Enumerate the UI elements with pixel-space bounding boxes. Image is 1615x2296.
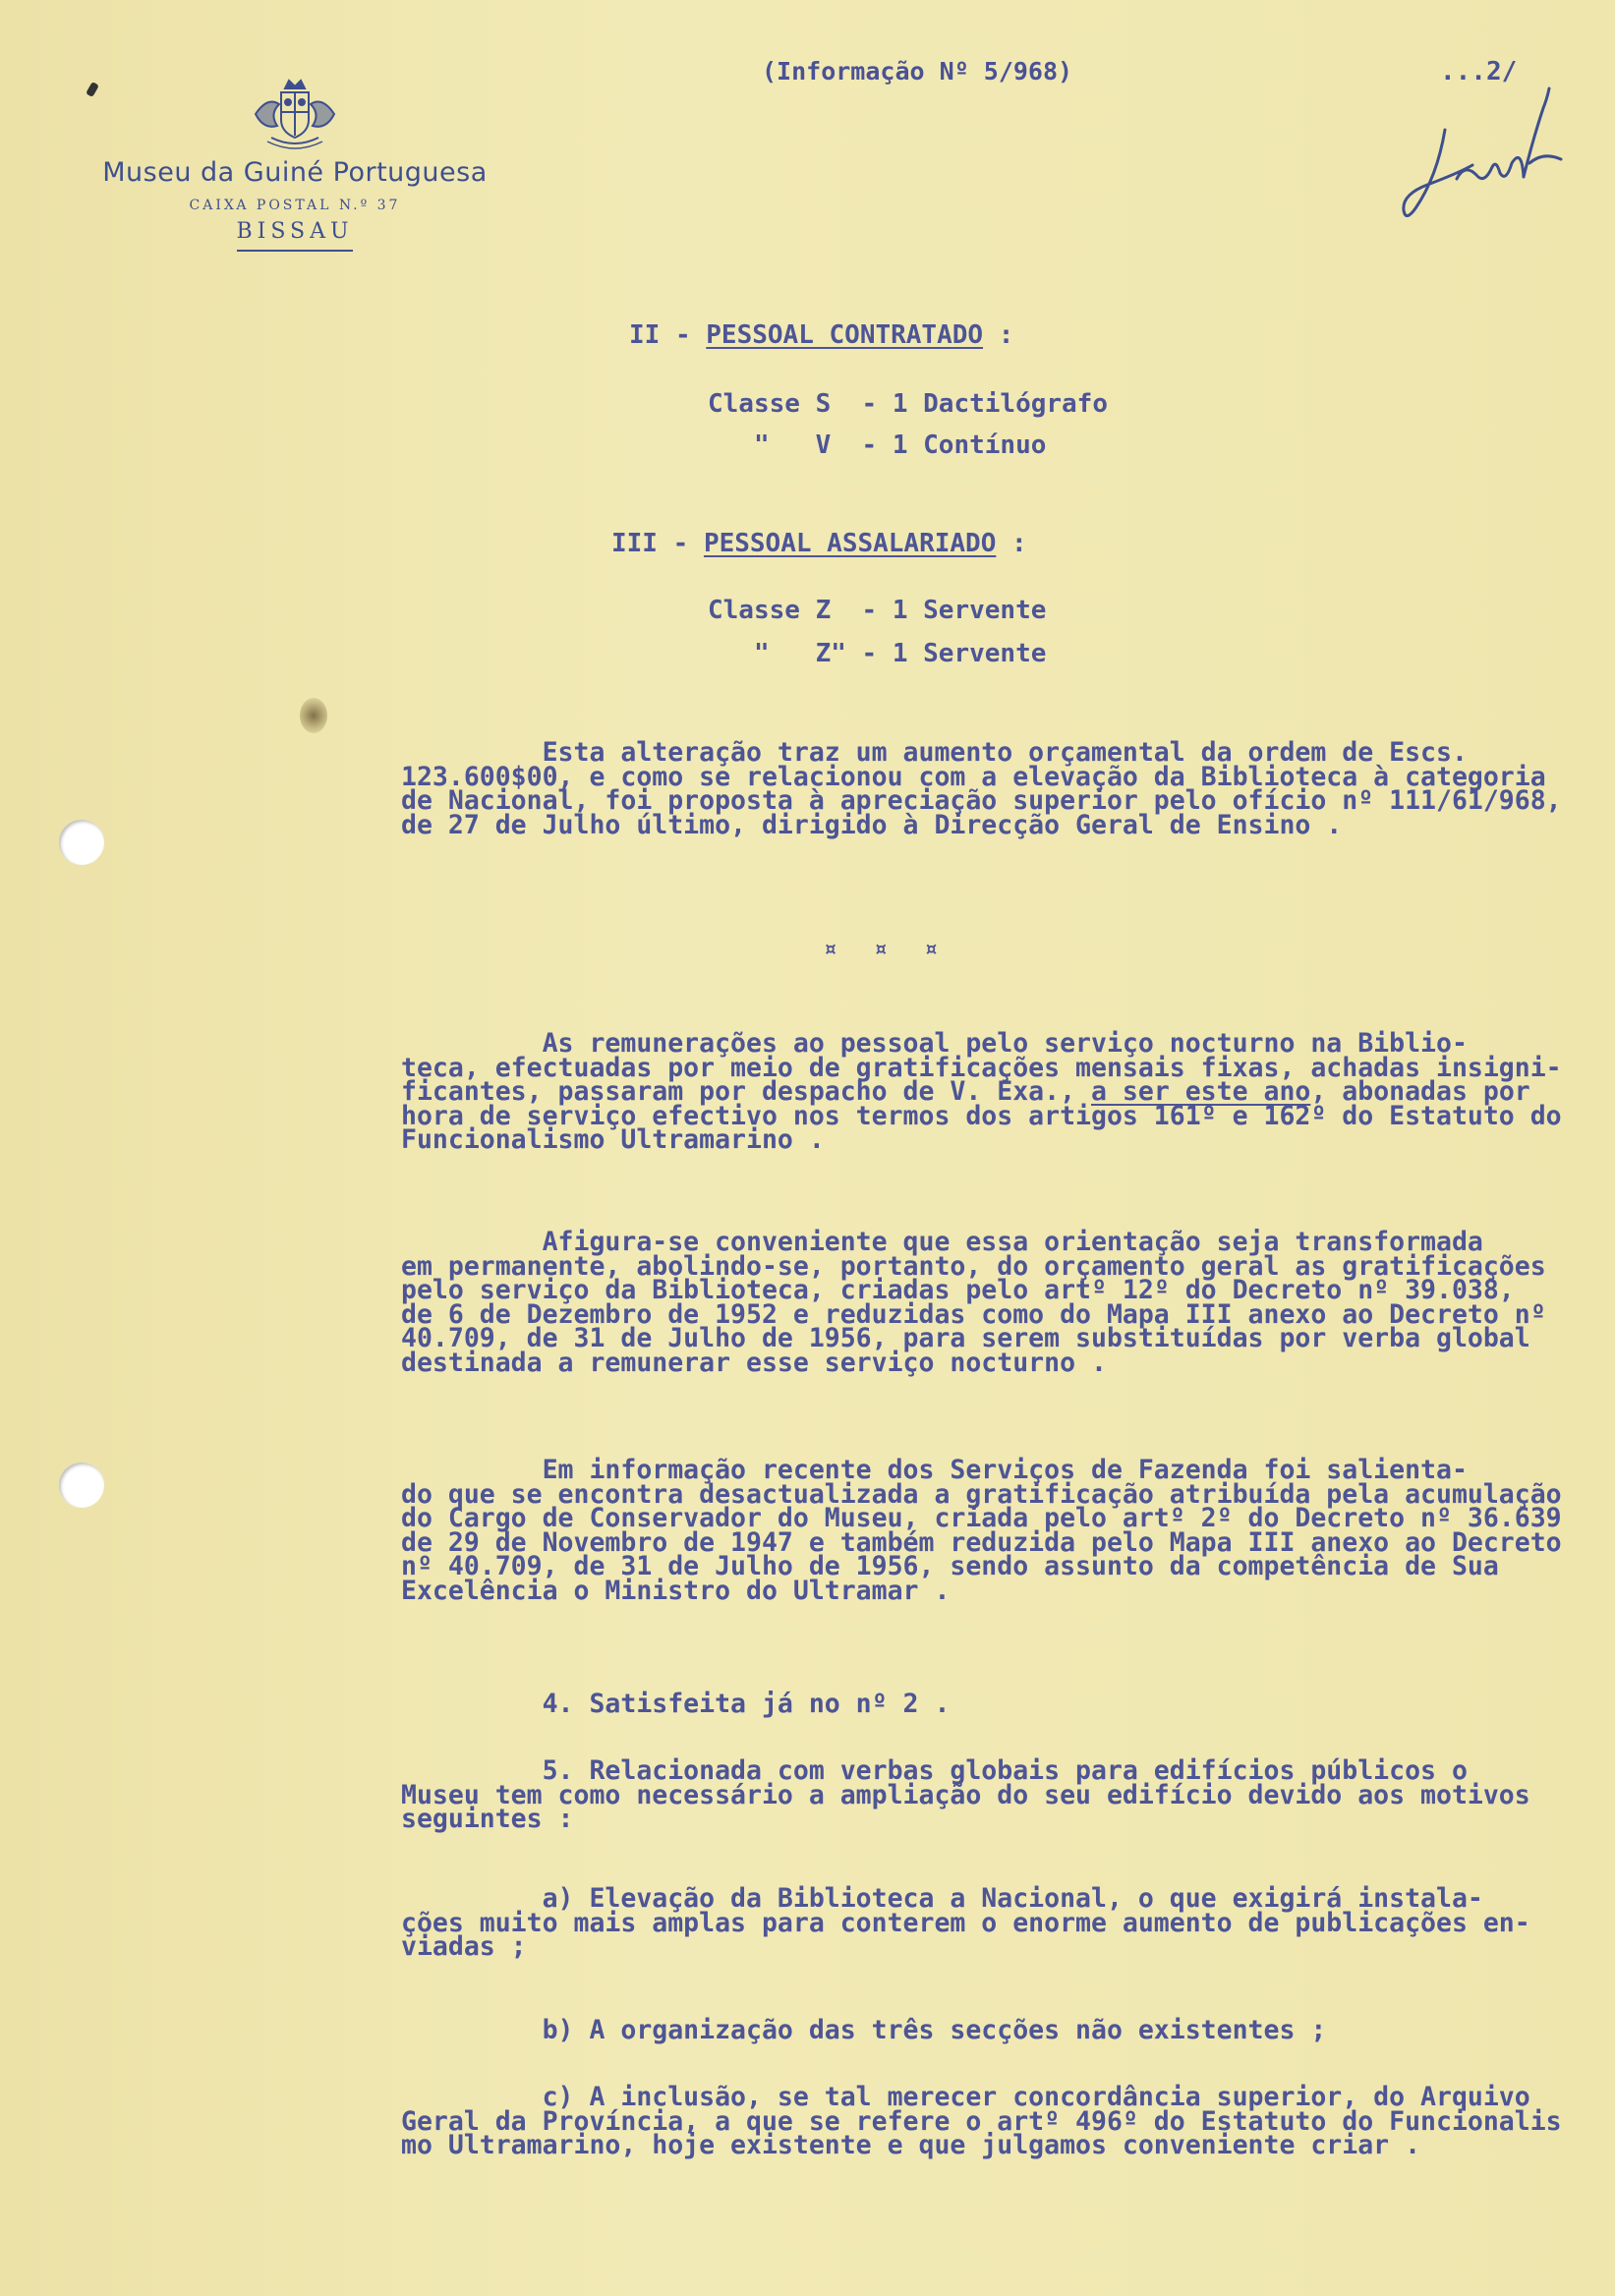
item-a: a) Elevação da Biblioteca a Nacional, o que exigirá instala- ções muito mais amplas para conterem o enorme aumento de publicações en- viadas ; xyxy=(401,1883,1530,1962)
paragraph-budget-increase: Esta alteração traz um aumento orçamental da ordem de Escs. 123.600$00, e como se relacionou com a elevação da Biblioteca à categoria de Nacional, foi proposta à apreciação superior pelo ofício nº 111/61/968, de 27 de Julho último, dirigido à Direcção Geral de Ensino . xyxy=(401,737,1562,840)
section-3-title: PESSOAL ASSALARIADO xyxy=(703,529,997,558)
page-number: ...2/ xyxy=(1440,57,1518,86)
punch-hole-top xyxy=(59,820,104,865)
section-2-heading xyxy=(629,322,1013,348)
underlined-phrase: a ser este ano xyxy=(1091,1076,1311,1107)
section-3-number: III - xyxy=(611,529,689,558)
section-2-number: II - xyxy=(629,320,691,350)
handwritten-signature xyxy=(1386,69,1573,236)
coat-of-arms-icon xyxy=(248,75,342,153)
paragraph-night-service xyxy=(401,1028,1562,1155)
paragraph-night-service-text-end: , abonadas por hora de serviço efectivo nos termos dos artigos 161º e 162º do Estatuto do Funcionalismo Ultramarino . xyxy=(401,1076,1562,1155)
item-b: b) A organização das três secções não existentes ; xyxy=(401,2015,1327,2045)
item-c: c) A inclusão, se tal merecer concordância superior, do Arquivo Geral da Província, a que se refere o artº 496º do Estatuto do Funcionalis mo Ultramarino, hoje existente e que julgamos conveniente criar . xyxy=(401,2082,1562,2160)
section-2-colon: : xyxy=(983,320,1014,350)
section-2-title: PESSOAL CONTRATADO xyxy=(706,320,984,350)
section-3-colon: : xyxy=(996,529,1027,558)
section-3-line: " Z" - 1 Servente xyxy=(708,639,1047,668)
section-3-heading xyxy=(611,531,1027,556)
section-2-line: " V - 1 Contínuo xyxy=(708,430,1047,460)
postal-box: CAIXA POSTAL N.º 37 xyxy=(189,198,401,213)
item-4: 4. Satisfeita já no nº 2 . xyxy=(401,1689,951,1719)
item-5: 5. Relacionada com verbas globais para edifícios públicos o Museu tem como necessário a ampliação do seu edifício devido aos motivos seguintes : xyxy=(401,1755,1530,1834)
museum-name: Museu da Guiné Portuguesa xyxy=(102,157,488,188)
paragraph-night-service-text: As remunerações ao pessoal pelo serviço nocturno na Biblio- teca, efectuadas por meio de gratificações mensais fixas, achadas insigni- ficantes, passaram por despacho de V. Exa., xyxy=(401,1028,1562,1107)
city-name: BISSAU xyxy=(236,219,354,244)
letterhead xyxy=(79,75,511,252)
document-reference: (Informação Nº 5/968) xyxy=(762,57,1073,86)
punch-hole-bottom xyxy=(59,1463,104,1508)
ink-stain xyxy=(300,698,327,733)
paragraph-permanent-orientation: Afigura-se conveniente que essa orientação seja transformada em permanente, abolindo-se, portanto, do orçamento geral as gratificações pelo serviço da Biblioteca, criadas pelo artº 12º do Decreto nº 39.038, de 6 de Dezembro de 1952 e reduzidas como do Mapa III anexo ao Decreto nº 40.709, de 31 de Julho de 1956, para serem substituídas por verba global destinada a remunerar esse serviço nocturno . xyxy=(401,1227,1546,1378)
paragraph-finance-services: Em informação recente dos Serviços de Fazenda foi salienta- do que se encontra desactualizada a gratificação atribuída pela acumulação do Cargo de Conservador do Museu, criada pelo artº 2º do Decreto nº 36.639 de 29 de Novembro de 1947 e também reduzida pelo Mapa III anexo ao Decreto nº 40.709, de 31 de Julho de 1956, sendo assunto da competência de Sua Excelência o Ministro do Ultramar . xyxy=(401,1455,1562,1606)
section-separator: ¤¤¤ xyxy=(824,938,975,962)
letterhead-divider xyxy=(237,250,353,252)
section-3-line: Classe Z - 1 Servente xyxy=(708,596,1047,625)
section-2-line: Classe S - 1 Dactilógrafo xyxy=(708,389,1108,419)
